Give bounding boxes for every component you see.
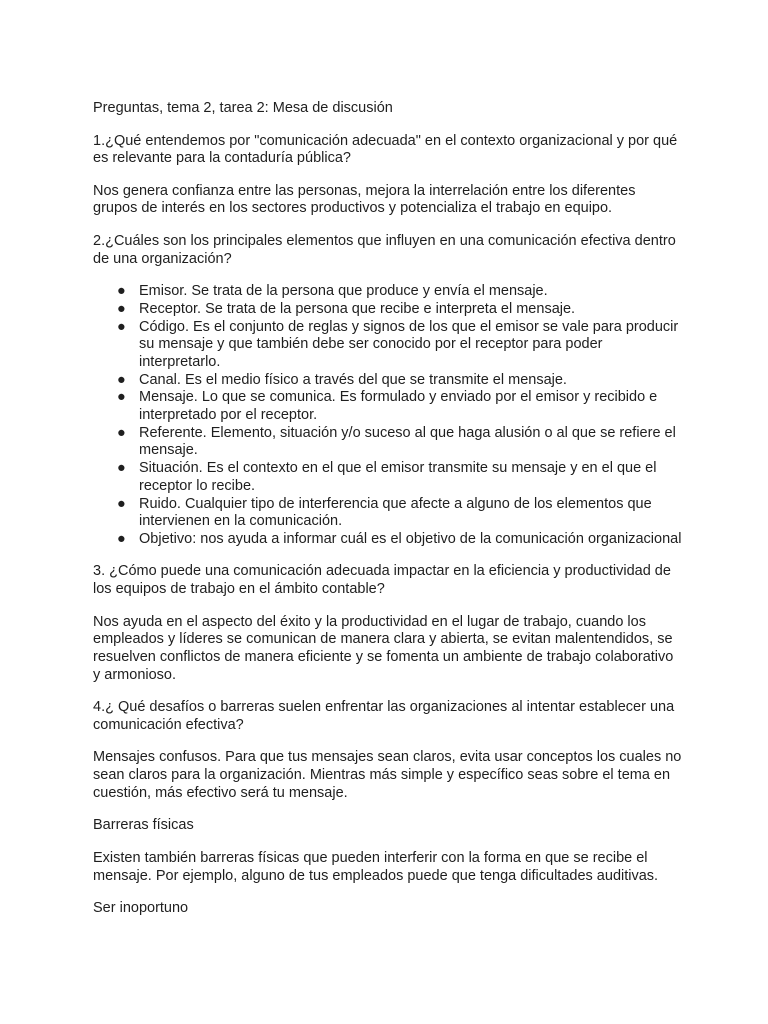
list-item bbox=[93, 496, 683, 531]
bullet-icon: ● bbox=[117, 371, 126, 388]
document-title: Preguntas, tema 2, tarea 2: Mesa de discusión bbox=[93, 100, 393, 116]
answer-4-mensajes-confusos: Mensajes confusos. Para que tus mensajes sean claros, evita usar conceptos los cuales no sean claros para la organización. Mientras más simple y específico seas sobre el tema en cuestión, más efectivo será tu mensaje. bbox=[93, 749, 682, 801]
elements-list bbox=[93, 283, 683, 549]
list-item-text: Referente. Elemento, situación y/o suceso al que haga alusión o al que se refiere el mensaje. bbox=[139, 424, 676, 459]
document-body bbox=[93, 100, 683, 933]
question-3: 3. ¿Cómo puede una comunicación adecuada impactar en la eficiencia y productividad de los equipos de trabajo en el ámbito contable? bbox=[93, 563, 671, 598]
answer-3: Nos ayuda en el aspecto del éxito y la productividad en el lugar de trabajo, cuando los empleados y líderes se comunican de manera clara y abierta, se evitan malentendidos, se resuelven conflictos de manera eficiente y se fomenta un ambiente de trabajo colaborativo y armonioso. bbox=[93, 613, 674, 683]
list-item-text: Código. Es el conjunto de reglas y signos de los que el emisor se vale para producir su mensaje y que también debe ser conocido por el receptor para poder interpretarlo. bbox=[139, 318, 679, 370]
list-item-text: Mensaje. Lo que se comunica. Es formulado y enviado por el emisor y recibido e interpretado por el receptor. bbox=[139, 389, 658, 424]
ser-inoportuno-heading: Ser inoportuno bbox=[93, 900, 189, 917]
list-item-text: Situación. Es el contexto en el que el emisor transmite su mensaje y en el que el receptor lo recibe. bbox=[139, 460, 657, 494]
list-item-text: Ruido. Cualquier tipo de interferencia que afecte a alguno de los elementos que intervienen en la comunicación. bbox=[139, 495, 652, 530]
list-item bbox=[93, 460, 683, 495]
list-item bbox=[93, 389, 683, 424]
list-item bbox=[93, 301, 683, 319]
question-1: 1.¿Qué entendemos por "comunicación adecuada" en el contexto organizacional y por qué es relevante para la contaduría pública? bbox=[93, 132, 678, 167]
list-item bbox=[93, 531, 683, 549]
question-2: 2.¿Cuáles son los principales elementos que influyen en una comunicación efectiva dentro de una organización? bbox=[93, 232, 676, 267]
list-item bbox=[93, 425, 683, 460]
list-item bbox=[93, 319, 683, 372]
bullet-icon: ● bbox=[117, 460, 126, 477]
answer-1: Nos genera confianza entre las personas, mejora la interrelación entre los diferentes grupos de interés en los sectores productivos y potencializa el trabajo en equipo. bbox=[93, 182, 636, 217]
list-item bbox=[93, 372, 683, 390]
question-4: 4.¿ Qué desafíos o barreras suelen enfrentar las organizaciones al intentar establecer una comunicación efectiva? bbox=[93, 699, 675, 733]
list-item-text: Objetivo: nos ayuda a informar cuál es el objetivo de la comunicación organizacional bbox=[139, 530, 682, 547]
barreras-fisicas-text: Existen también barreras físicas que pueden interferir con la forma en que se recibe el mensaje. Por ejemplo, alguno de tus empleados puede que tenga dificultades auditivas. bbox=[93, 849, 659, 884]
barreras-fisicas-heading: Barreras físicas bbox=[93, 817, 194, 834]
list-item-text: Receptor. Se trata de la persona que recibe e interpreta el mensaje. bbox=[139, 300, 576, 317]
bullet-icon: ● bbox=[117, 389, 126, 406]
bullet-icon: ● bbox=[117, 283, 126, 300]
bullet-icon: ● bbox=[117, 495, 126, 512]
bullet-icon: ● bbox=[117, 530, 126, 547]
list-item-text: Emisor. Se trata de la persona que produce y envía el mensaje. bbox=[139, 283, 548, 300]
bullet-icon: ● bbox=[117, 318, 126, 335]
bullet-icon: ● bbox=[117, 300, 126, 317]
bullet-icon: ● bbox=[117, 424, 126, 441]
list-item bbox=[93, 283, 683, 301]
list-item-text: Canal. Es el medio físico a través del que se transmite el mensaje. bbox=[139, 371, 567, 388]
